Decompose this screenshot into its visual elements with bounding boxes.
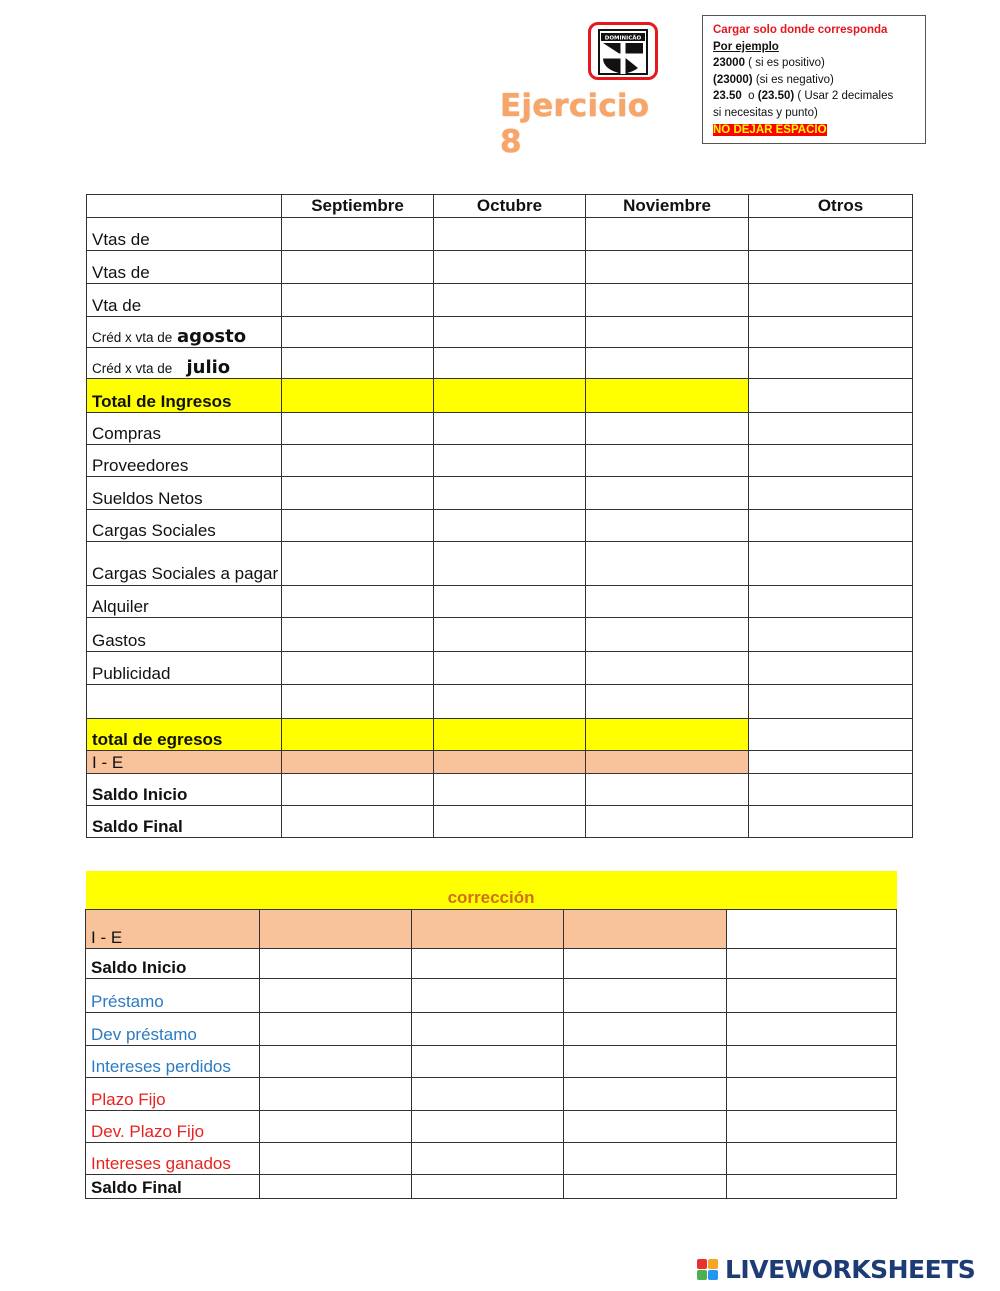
input-cell[interactable] [749, 445, 913, 477]
table-row [87, 618, 913, 652]
input-cell[interactable] [282, 685, 434, 719]
input-cell[interactable] [282, 774, 434, 806]
input-cell[interactable] [586, 445, 749, 477]
cred-month-agosto: agosto [177, 326, 247, 347]
input-cell[interactable] [434, 413, 586, 445]
row-label: I - E [87, 751, 282, 774]
table-row [87, 542, 913, 586]
input-cell[interactable] [727, 1174, 897, 1198]
input-cell[interactable] [749, 348, 913, 379]
table-row [87, 317, 913, 348]
input-cell[interactable] [749, 685, 913, 719]
note-decimal-example: 23.50 [713, 90, 742, 103]
input-cell[interactable] [586, 586, 749, 618]
row-label: Dev préstamo [86, 1012, 260, 1045]
input-cell[interactable] [586, 618, 749, 652]
input-cell[interactable] [282, 542, 434, 586]
row-label: Vtas de [87, 251, 282, 284]
row-label: I - E [86, 909, 260, 948]
input-cell[interactable] [434, 685, 586, 719]
input-cell[interactable] [282, 510, 434, 542]
row-label: Gastos [87, 618, 282, 652]
input-cell[interactable] [749, 542, 913, 586]
header-noviembre: Noviembre [586, 195, 749, 218]
input-cell[interactable] [586, 284, 749, 317]
table-row [87, 719, 913, 751]
input-cell[interactable] [434, 806, 586, 838]
input-cell[interactable] [727, 1142, 897, 1174]
input-cell[interactable] [586, 774, 749, 806]
row-label: Préstamo [86, 978, 260, 1012]
input-cell[interactable] [260, 1110, 412, 1142]
row-label: total de egresos [87, 719, 282, 751]
header-empty [87, 195, 282, 218]
input-cell[interactable] [282, 618, 434, 652]
row-label: Vtas de [87, 218, 282, 251]
input-cell[interactable] [260, 1142, 412, 1174]
note-line-5 [713, 88, 915, 105]
table-row [87, 652, 913, 685]
table-row [86, 1045, 897, 1077]
input-cell[interactable] [434, 379, 586, 413]
row-label [87, 348, 282, 379]
input-cell[interactable] [434, 317, 586, 348]
input-cell[interactable] [282, 317, 434, 348]
instructions-box [702, 15, 926, 144]
input-cell[interactable] [727, 909, 897, 948]
input-cell[interactable] [282, 477, 434, 510]
header-otros: Otros [749, 195, 913, 218]
input-cell[interactable] [260, 1174, 412, 1198]
input-cell[interactable] [434, 542, 586, 586]
input-cell[interactable] [564, 1012, 727, 1045]
input-cell[interactable] [282, 218, 434, 251]
row-label: Saldo Final [86, 1174, 260, 1198]
input-cell[interactable] [282, 251, 434, 284]
input-cell[interactable] [434, 477, 586, 510]
input-cell[interactable] [412, 1045, 564, 1077]
input-cell[interactable] [586, 251, 749, 284]
input-cell[interactable] [727, 1012, 897, 1045]
input-cell[interactable] [586, 477, 749, 510]
input-cell[interactable] [749, 477, 913, 510]
row-label: Dev. Plazo Fijo [86, 1110, 260, 1142]
input-cell[interactable] [434, 510, 586, 542]
input-cell[interactable] [586, 719, 749, 751]
note-line-1: Cargar solo donde corresponda [713, 24, 888, 36]
input-cell[interactable] [749, 751, 913, 774]
input-cell[interactable] [434, 445, 586, 477]
note-line-4 [713, 72, 915, 89]
input-cell[interactable] [260, 978, 412, 1012]
input-cell[interactable] [749, 806, 913, 838]
input-cell[interactable] [282, 379, 434, 413]
table-row [87, 251, 913, 284]
input-cell[interactable] [727, 1045, 897, 1077]
input-cell[interactable] [564, 948, 727, 978]
input-cell[interactable] [749, 719, 913, 751]
input-cell[interactable] [564, 1045, 727, 1077]
input-cell[interactable] [586, 542, 749, 586]
input-cell[interactable] [282, 586, 434, 618]
note-decimal-desc: ( Usar 2 decimales [794, 90, 894, 103]
table-row [86, 1077, 897, 1110]
table-row [86, 1174, 897, 1198]
input-cell[interactable] [749, 652, 913, 685]
input-cell[interactable] [282, 445, 434, 477]
header-octubre: Octubre [434, 195, 586, 218]
input-cell[interactable] [282, 751, 434, 774]
table-row [87, 413, 913, 445]
input-cell[interactable] [749, 586, 913, 618]
input-cell[interactable] [434, 251, 586, 284]
row-label [87, 317, 282, 348]
table-row [87, 774, 913, 806]
input-cell[interactable] [749, 618, 913, 652]
table-row [86, 1012, 897, 1045]
table-row [86, 1110, 897, 1142]
input-cell[interactable] [564, 1077, 727, 1110]
input-cell[interactable] [586, 413, 749, 445]
input-cell[interactable] [434, 719, 586, 751]
input-cell[interactable] [586, 685, 749, 719]
input-cell[interactable] [260, 1077, 412, 1110]
input-cell[interactable] [564, 909, 727, 948]
input-cell[interactable] [727, 1077, 897, 1110]
cred-month-julio: julio [186, 357, 231, 378]
input-cell[interactable] [434, 284, 586, 317]
liveworksheets-brand [697, 1255, 997, 1287]
table-row [87, 806, 913, 838]
correction-header-row [86, 871, 897, 909]
input-cell[interactable] [412, 1142, 564, 1174]
input-cell[interactable] [749, 379, 913, 413]
input-cell[interactable] [412, 978, 564, 1012]
input-cell[interactable] [412, 1077, 564, 1110]
header-row [87, 195, 913, 218]
table-row [87, 445, 913, 477]
input-cell[interactable] [282, 413, 434, 445]
row-label: Plazo Fijo [86, 1077, 260, 1110]
input-cell[interactable] [586, 218, 749, 251]
input-cell[interactable] [586, 317, 749, 348]
row-label: Vta de [87, 284, 282, 317]
note-positive-example: 23000 [713, 57, 745, 70]
input-cell[interactable] [260, 909, 412, 948]
table-row [86, 978, 897, 1012]
row-label: Alquiler [87, 586, 282, 618]
table-row [87, 510, 913, 542]
logo-text: DOMINICÃO [604, 35, 642, 42]
input-cell[interactable] [434, 586, 586, 618]
input-cell[interactable] [749, 284, 913, 317]
note-negative-example: (23000) [713, 73, 753, 86]
school-logo [588, 22, 658, 80]
input-cell[interactable] [434, 774, 586, 806]
input-cell[interactable] [749, 774, 913, 806]
input-cell[interactable] [434, 348, 586, 379]
page-title: Ejercicio 8 [500, 88, 650, 160]
input-cell[interactable] [434, 618, 586, 652]
table-row [87, 751, 913, 774]
input-cell[interactable] [749, 218, 913, 251]
input-cell[interactable] [586, 510, 749, 542]
table-row [87, 348, 913, 379]
note-line-3 [713, 55, 915, 72]
note-line-6: si necesitas y punto) [713, 106, 818, 119]
table-row [86, 1142, 897, 1174]
input-cell[interactable] [412, 1110, 564, 1142]
row-label: Saldo Final [87, 806, 282, 838]
input-cell[interactable] [282, 806, 434, 838]
row-label: Publicidad [87, 652, 282, 685]
input-cell[interactable] [282, 348, 434, 379]
row-label: Intereses ganados [86, 1142, 260, 1174]
input-cell[interactable] [434, 751, 586, 774]
input-cell[interactable] [749, 317, 913, 348]
input-cell[interactable] [412, 948, 564, 978]
no-space-warning: NO DEJAR ESPACIO [713, 123, 827, 136]
note-line-2: Por ejemplo [713, 40, 779, 53]
input-cell[interactable] [564, 1174, 727, 1198]
input-cell[interactable] [586, 652, 749, 685]
input-cell[interactable] [727, 948, 897, 978]
input-cell[interactable] [282, 719, 434, 751]
row-label: Saldo Inicio [87, 774, 282, 806]
note-line-7 [713, 122, 915, 139]
shield-icon [597, 28, 649, 76]
row-label: Sueldos Netos [87, 477, 282, 510]
row-label: Cargas Sociales [87, 510, 282, 542]
row-label: Total de Ingresos [87, 379, 282, 413]
input-cell[interactable] [564, 978, 727, 1012]
input-cell[interactable] [749, 251, 913, 284]
brand-name: LIVEWORKSHEETS [725, 1255, 976, 1284]
input-cell[interactable] [727, 978, 897, 1012]
row-label-empty [87, 685, 282, 719]
table-row [87, 284, 913, 317]
row-label: Saldo Inicio [86, 948, 260, 978]
input-cell[interactable] [586, 806, 749, 838]
input-cell[interactable] [260, 1045, 412, 1077]
input-cell[interactable] [586, 348, 749, 379]
input-cell[interactable] [586, 379, 749, 413]
row-label: Compras [87, 413, 282, 445]
input-cell[interactable] [434, 218, 586, 251]
input-cell[interactable] [260, 948, 412, 978]
input-cell[interactable] [434, 652, 586, 685]
cred-prefix: Créd x vta de [92, 330, 173, 345]
row-label: Intereses perdidos [86, 1045, 260, 1077]
correction-title: corrección [86, 871, 897, 909]
input-cell[interactable] [749, 510, 913, 542]
table-row [87, 218, 913, 251]
cred-prefix: Créd x vta de [92, 361, 173, 376]
header-septiembre: Septiembre [282, 195, 434, 218]
cash-flow-table [86, 194, 913, 838]
table-row [87, 477, 913, 510]
note-negative-desc: (si es negativo) [752, 73, 834, 86]
correction-table [85, 871, 897, 1199]
row-label: Proveedores [87, 445, 282, 477]
note-positive-desc: ( si es positivo) [744, 57, 825, 70]
note-or: o [741, 90, 758, 103]
table-row [87, 685, 913, 719]
input-cell[interactable] [727, 1110, 897, 1142]
input-cell[interactable] [412, 1174, 564, 1198]
table-row [86, 948, 897, 978]
input-cell[interactable] [412, 909, 564, 948]
input-cell[interactable] [564, 1142, 727, 1174]
table-row [87, 586, 913, 618]
input-cell[interactable] [412, 1012, 564, 1045]
table-row [87, 379, 913, 413]
input-cell[interactable] [260, 1012, 412, 1045]
note-decimal-neg-example: (23.50) [757, 90, 795, 103]
input-cell[interactable] [282, 284, 434, 317]
input-cell[interactable] [564, 1110, 727, 1142]
row-label: Cargas Sociales a pagar [87, 542, 282, 586]
input-cell[interactable] [586, 751, 749, 774]
table-row [86, 909, 897, 948]
input-cell[interactable] [282, 652, 434, 685]
input-cell[interactable] [749, 413, 913, 445]
